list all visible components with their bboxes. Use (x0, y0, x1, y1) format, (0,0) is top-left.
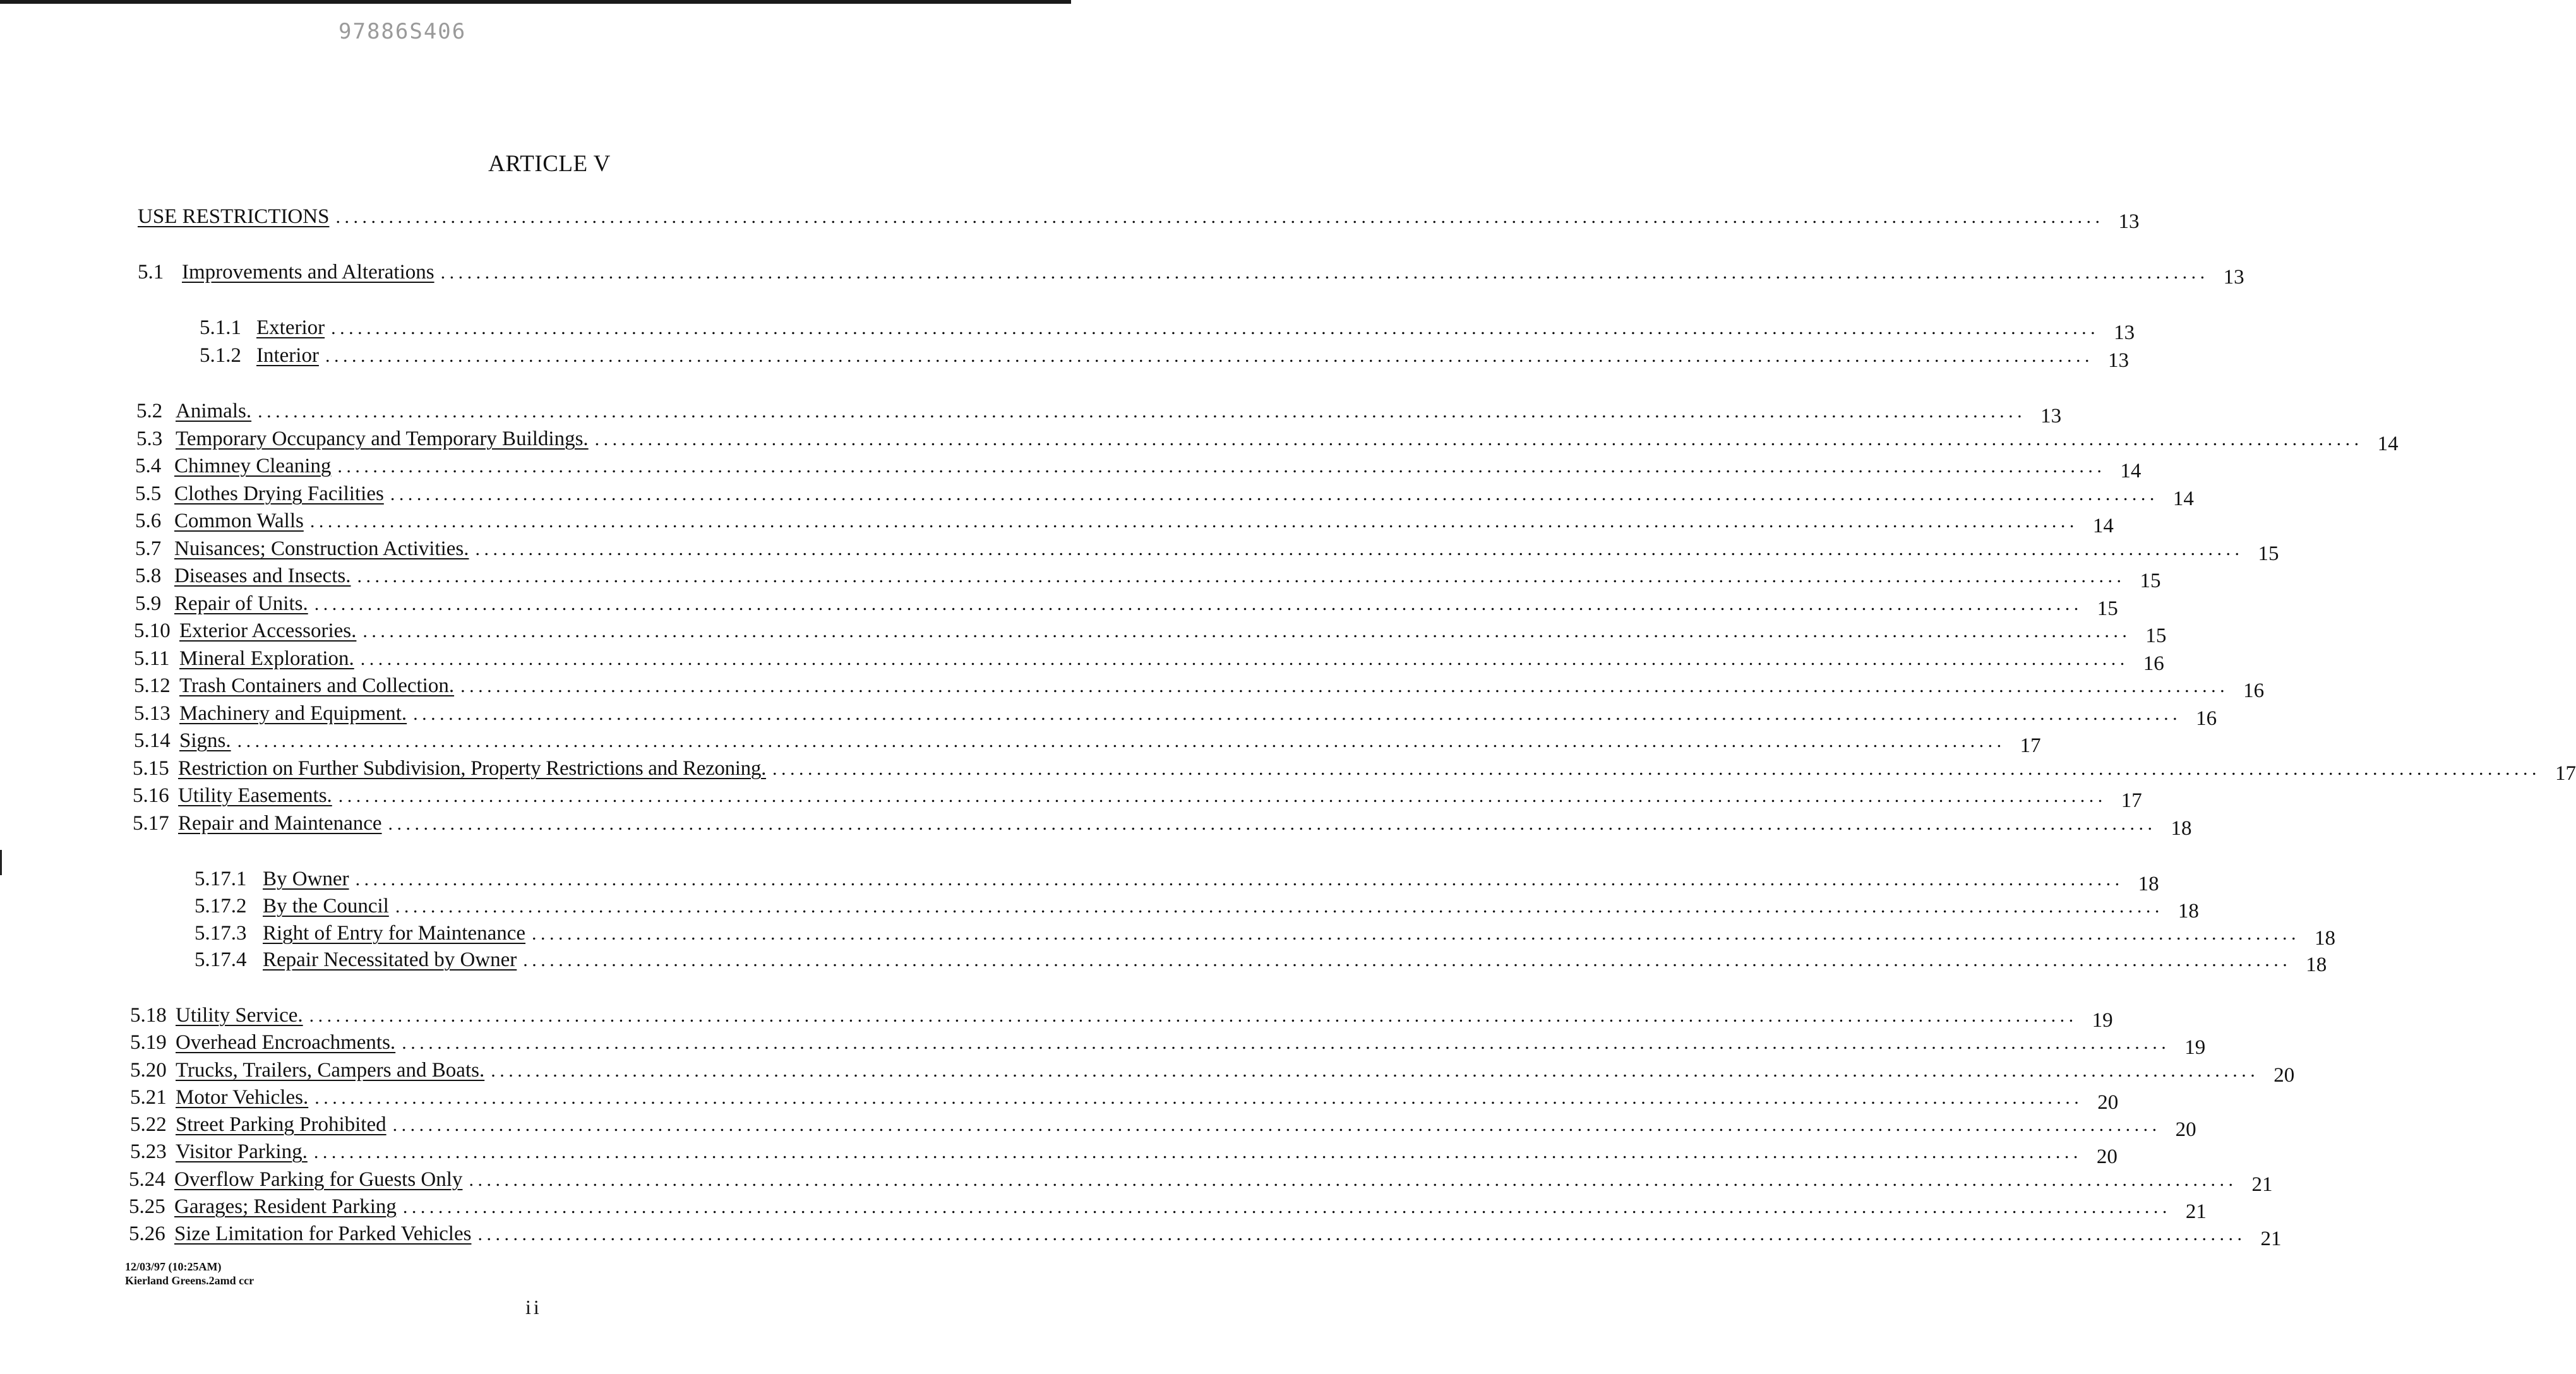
toc-entry-label: Overflow Parking for Guests Only (174, 1168, 463, 1191)
toc-entry-number: 5.11 (134, 647, 170, 670)
article-title: ARTICLE V (488, 151, 611, 177)
toc-entry (135, 451, 2142, 482)
toc-entry-label: Restriction on Further Subdivision, Property Restrictions and Rezoning. (178, 757, 767, 780)
toc-entry (130, 1083, 2119, 1114)
toc-entry-page: 18 (2315, 927, 2336, 950)
toc-entry-page: 14 (2172, 487, 2194, 510)
toc-leader-dots: ........................................................................................................................................................................................................ (413, 703, 2182, 724)
toc-entry-page: 15 (2097, 597, 2118, 620)
toc-entry-label: Animals. (176, 400, 252, 422)
toc-entry-label: Trucks, Trailers, Campers and Boats. (176, 1059, 485, 1082)
toc-entry-label: Utility Service. (176, 1004, 303, 1027)
toc-entry-number: 5.20 (130, 1059, 167, 1082)
toc-leader-dots: ........................................................................................................................................................................................................ (313, 1142, 2082, 1162)
toc-entry-label: Signs. (179, 729, 231, 752)
toc-entry-page: 17 (2555, 762, 2576, 785)
toc-entry (133, 809, 2192, 840)
toc-entry (133, 754, 2576, 785)
toc-entry-number: 5.5 (135, 482, 162, 505)
toc-entry-page: 13 (2114, 321, 2135, 344)
toc-entry (134, 726, 2041, 757)
toc-leader-dots: ........................................................................................................................................................................................................ (477, 1224, 2246, 1245)
toc-entry-page: 15 (2258, 542, 2279, 565)
toc-leader-dots: ........................................................................................................................................................................................................ (523, 950, 2292, 971)
toc-entry-page: 16 (2143, 652, 2164, 675)
toc-entry-number: 5.23 (130, 1140, 167, 1163)
toc-entry-page: 18 (2178, 900, 2199, 923)
toc-leader-dots: ........................................................................................................................................................................................................ (532, 923, 2301, 944)
toc-entry-number: 5.17.4 (195, 948, 247, 971)
toc-entry-page: 15 (2145, 624, 2167, 647)
toc-entry-label: Visitor Parking. (176, 1140, 308, 1163)
toc-entry-page: 21 (2260, 1228, 2282, 1250)
toc-entry-page: 17 (2020, 734, 2041, 757)
toc-entry-label: Street Parking Prohibited (176, 1113, 386, 1136)
toc-entry-number: 5.10 (134, 619, 171, 642)
toc-entry (135, 589, 2118, 620)
toc-entry-page: 14 (2377, 433, 2399, 455)
toc-entry-number: 5.26 (129, 1222, 165, 1245)
toc-entry (130, 1137, 2118, 1168)
toc-entry-number: 5.3 (136, 427, 163, 450)
toc-entry-page: 19 (2092, 1009, 2113, 1032)
toc-entry-label: Interior (256, 344, 319, 367)
toc-entry-label: Diseases and Insects. (174, 565, 351, 587)
toc-entry-number: 5.2 (136, 400, 163, 422)
toc-entry (195, 892, 2199, 923)
toc-entry (133, 781, 2142, 812)
toc-entry-number: 5.21 (130, 1086, 167, 1109)
toc-entry-page: 14 (2120, 460, 2142, 482)
toc-entry-label: Repair and Maintenance (178, 812, 382, 835)
toc-entry-page: 13 (2118, 210, 2140, 233)
toc-entry-page: 16 (2196, 707, 2217, 730)
toc-entry-number: 5.1.2 (200, 344, 241, 367)
toc-entry-number: 5.1.1 (200, 316, 241, 339)
toc-entry (130, 1056, 2295, 1087)
toc-leader-dots: ........................................................................................................................................................................................................ (469, 1169, 2238, 1190)
toc-entry-label: USE RESTRICTIONS (138, 205, 330, 228)
toc-entry-number: 5.22 (130, 1113, 167, 1136)
toc-entry (134, 644, 2164, 675)
toc-entry-page: 20 (2175, 1118, 2196, 1141)
toc-entry-label: Utility Easements. (178, 784, 332, 807)
toc-entry (129, 1192, 2207, 1223)
toc-entry-label: Trash Containers and Collection. (179, 674, 455, 697)
toc-entry-page: 18 (2171, 817, 2192, 840)
toc-leader-dots: ........................................................................................................................................................................................................ (392, 1114, 2161, 1135)
toc-leader-dots: ........................................................................................................................................................................................................ (314, 594, 2083, 614)
toc-entry-page: 20 (2097, 1091, 2119, 1114)
toc-entry (135, 561, 2161, 592)
toc-entry (130, 1001, 2113, 1032)
toc-entry (135, 479, 2194, 510)
toc-leader-dots: ........................................................................................................................................................................................................ (237, 731, 2006, 751)
toc-entry (136, 424, 2399, 455)
toc-entry-page: 14 (2092, 515, 2114, 537)
toc-entry (134, 699, 2217, 730)
toc-entry (195, 919, 2336, 950)
toc-entry (130, 1028, 2206, 1059)
toc-entry-number: 5.17.2 (195, 895, 247, 917)
toc-entry-label: Temporary Occupancy and Temporary Buildings. (176, 427, 589, 450)
page-number: ii (525, 1296, 542, 1318)
toc-entry-label: By Owner (263, 868, 349, 890)
toc-leader-dots: ........................................................................................................................................................................................................ (309, 511, 2078, 532)
footer-filename: Kierland Greens.2amd ccr (125, 1274, 255, 1287)
toc-entry-number: 5.24 (129, 1168, 165, 1191)
toc-leader-dots: ........................................................................................................................................................................................................ (772, 758, 2541, 779)
toc-entry-page: 21 (2251, 1173, 2273, 1196)
toc-entry-page: 13 (2223, 266, 2244, 289)
toc-leader-dots: ........................................................................................................................................................................................................ (325, 345, 2094, 366)
toc-entry (129, 1165, 2273, 1196)
toc-leader-dots: ........................................................................................................................................................................................................ (402, 1197, 2171, 1217)
toc-leader-dots: ........................................................................................................................................................................................................ (390, 484, 2159, 505)
toc-entry-label: Clothes Drying Facilities (174, 482, 384, 505)
toc-leader-dots: ........................................................................................................................................................................................................ (395, 896, 2164, 917)
toc-entry-number: 5.12 (134, 674, 171, 697)
toc-leader-dots: ........................................................................................................................................................................................................ (440, 262, 2209, 283)
toc-entry-page: 20 (2273, 1064, 2295, 1087)
toc-entry-page: 20 (2096, 1145, 2118, 1168)
toc-entry-label: Machinery and Equipment. (179, 702, 407, 725)
footer-date: 12/03/97 (10:25AM) (125, 1260, 222, 1273)
toc-entry (134, 616, 2167, 647)
toc-entry-label: Garages; Resident Parking (174, 1195, 397, 1218)
toc-leader-dots: ........................................................................................................................................................................................................ (594, 429, 2363, 450)
toc-entry-number: 5.18 (130, 1004, 167, 1027)
toc-entry-page: 13 (2107, 349, 2129, 372)
toc-entry-label: Right of Entry for Maintenance (263, 922, 526, 945)
toc-entry-number: 5.1 (138, 261, 164, 284)
toc-entry-page: 13 (2040, 405, 2062, 427)
toc-leader-dots: ........................................................................................................................................................................................................ (475, 539, 2244, 559)
toc-entry-number: 5.9 (135, 592, 162, 615)
toc-entry (136, 397, 2062, 427)
toc-entry (138, 258, 2244, 289)
toc-entry-label: Common Walls (174, 510, 304, 532)
toc-leader-dots: ........................................................................................................................................................................................................ (362, 621, 2131, 642)
toc-entry-label: Nuisances; Construction Activities. (174, 537, 469, 560)
toc-entry-page: 18 (2138, 873, 2159, 895)
toc-entry-page: 19 (2184, 1036, 2206, 1059)
toc-entry (200, 313, 2135, 344)
toc-leader-dots: ........................................................................................................................................................................................................ (335, 206, 2104, 227)
toc-entry (195, 945, 2327, 976)
toc-entry-label: Repair Necessitated by Owner (263, 948, 517, 971)
toc-entry (200, 341, 2129, 372)
toc-entry-number: 5.8 (135, 565, 162, 587)
toc-entry (130, 1110, 2196, 1141)
toc-leader-dots: ........................................................................................................................................................................................................ (491, 1060, 2260, 1081)
toc-leader-dots: ........................................................................................................................................................................................................ (337, 456, 2106, 477)
scan-margin-mark (0, 850, 9, 875)
document-number-stamp: 97886S406 (338, 19, 467, 44)
toc-entry-label: Chimney Cleaning (174, 455, 332, 477)
toc-entry-number: 5.25 (129, 1195, 165, 1218)
toc-entry (135, 506, 2114, 537)
toc-entry-number: 5.17 (133, 812, 169, 835)
toc-leader-dots: ........................................................................................................................................................................................................ (460, 676, 2229, 696)
toc-entry-number: 5.17.3 (195, 922, 247, 945)
toc-entry-number: 5.4 (135, 455, 162, 477)
toc-entry-label: Overhead Encroachments. (176, 1031, 396, 1054)
toc-entry (129, 1219, 2282, 1250)
toc-entry-label: Size Limitation for Parked Vehicles (174, 1222, 472, 1245)
toc-leader-dots: ........................................................................................................................................................................................................ (338, 786, 2107, 806)
toc-entry-label: Mineral Exploration. (179, 647, 354, 670)
toc-entry-number: 5.15 (133, 757, 169, 780)
toc-leader-dots: ........................................................................................................................................................................................................ (355, 869, 2124, 890)
toc-entry-label: Exterior Accessories. (179, 619, 357, 642)
scan-top-edge (0, 0, 1071, 4)
toc-entry-label: Motor Vehicles. (176, 1086, 309, 1109)
toc-entry-number: 5.14 (134, 729, 171, 752)
toc-entry-label: Improvements and Alterations (182, 261, 434, 284)
toc-leader-dots: ........................................................................................................................................................................................................ (360, 648, 2129, 669)
toc-entry-number: 5.6 (135, 510, 162, 532)
toc-entry-page: 15 (2140, 570, 2161, 592)
toc-entry-label: By the Council (263, 895, 389, 917)
toc-entry (134, 671, 2265, 702)
toc-entry-page: 18 (2306, 953, 2327, 976)
toc-leader-dots: ........................................................................................................................................................................................................ (309, 1005, 2078, 1026)
toc-entry-number: 5.7 (135, 537, 162, 560)
toc-leader-dots: ........................................................................................................................................................................................................ (388, 813, 2157, 834)
toc-entry-number: 5.16 (133, 784, 169, 807)
toc-leader-dots: ........................................................................................................................................................................................................ (402, 1032, 2171, 1053)
toc-leader-dots: ........................................................................................................................................................................................................ (331, 318, 2100, 338)
toc-entry-page: 17 (2121, 789, 2142, 812)
toc-entry (195, 864, 2159, 895)
toc-leader-dots: ........................................................................................................................................................................................................ (315, 1087, 2083, 1108)
toc-entry-label: Repair of Units. (174, 592, 308, 615)
toc-entry (135, 534, 2279, 565)
toc-entry (138, 202, 2140, 233)
toc-leader-dots: ........................................................................................................................................................................................................ (258, 401, 2027, 422)
toc-entry-label: Exterior (256, 316, 325, 339)
toc-entry-number: 5.19 (130, 1031, 167, 1054)
toc-leader-dots: ........................................................................................................................................................................................................ (357, 566, 2126, 587)
toc-entry-page: 16 (2243, 679, 2265, 702)
toc-entry-number: 5.17.1 (195, 868, 247, 890)
toc-entry-number: 5.13 (134, 702, 171, 725)
toc-entry-page: 21 (2185, 1200, 2207, 1223)
